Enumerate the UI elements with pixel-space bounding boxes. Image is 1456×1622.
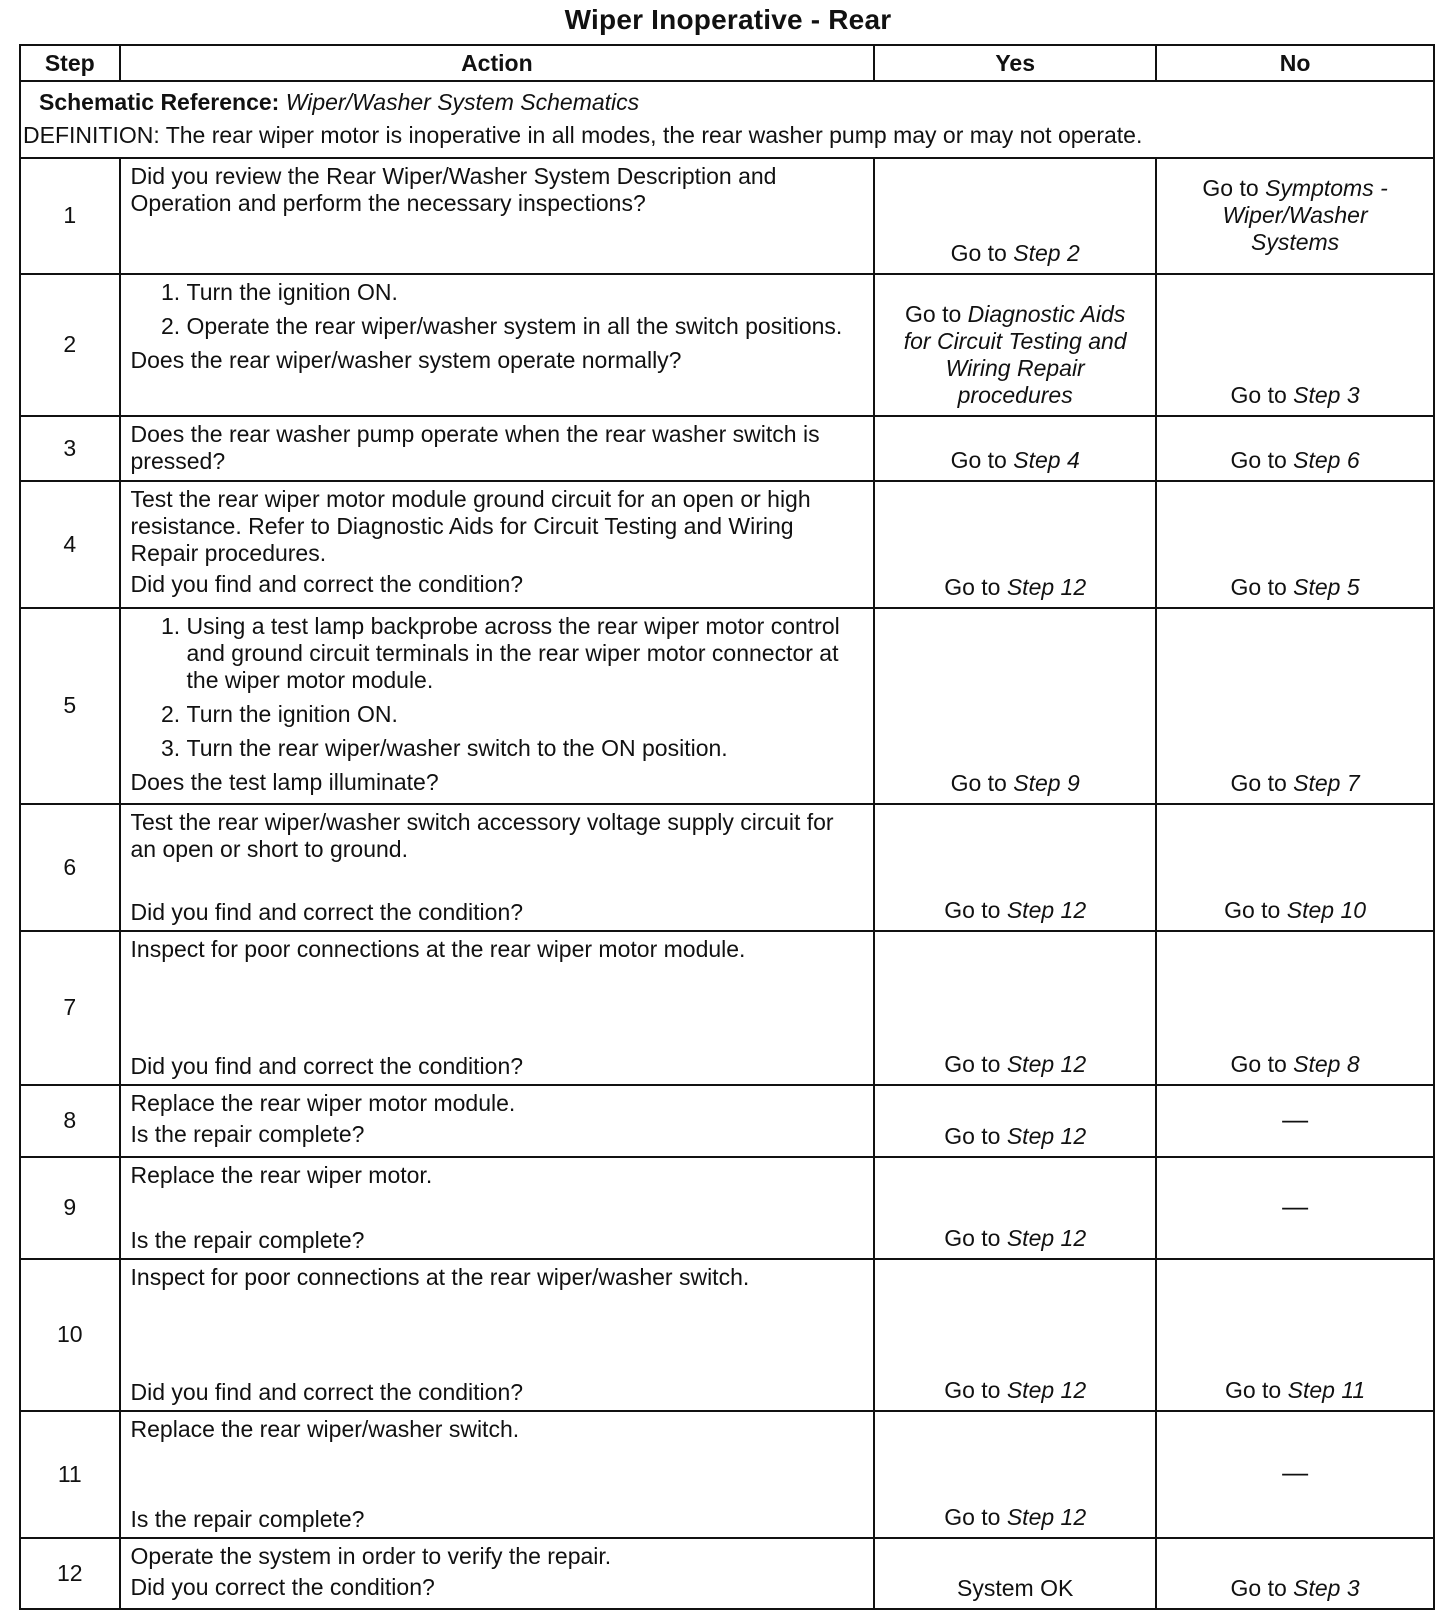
go-to-label: Go to	[950, 770, 1007, 797]
action-text: Operate the system in order to verify the repair.	[130, 1542, 612, 1569]
go-to-label: Go to	[905, 301, 962, 328]
go-to-label: Go to	[950, 239, 1007, 266]
no-link[interactable]: Step 6	[1293, 447, 1360, 474]
action-cell	[120, 481, 875, 607]
yes-link[interactable]: Step 12	[1006, 573, 1087, 600]
no-link[interactable]: Step 10	[1286, 896, 1367, 923]
yes-cell	[874, 1411, 1156, 1537]
go-to-label: Go to	[1230, 1051, 1287, 1078]
yes-cell	[874, 1538, 1156, 1609]
action-text: Does the rear washer pump operate when the rear washer switch is pressed?	[130, 421, 820, 475]
action-question: Did you find and correct the condition?	[130, 571, 524, 598]
no-cell	[1156, 274, 1434, 417]
action-cell	[120, 804, 875, 930]
action-text: Replace the rear wiper motor module.	[130, 1090, 516, 1117]
action-cell	[120, 1538, 875, 1609]
table-row	[20, 274, 1434, 417]
header-yes: Yes	[874, 45, 1156, 81]
action-text: Inspect for poor connections at the rear wiper motor module.	[130, 935, 746, 962]
action-cell	[120, 274, 875, 417]
go-to-label: Go to	[944, 1122, 1001, 1149]
go-to-label: Go to	[1224, 896, 1281, 923]
step-number: 12	[20, 1538, 120, 1609]
no-link[interactable]: Step 5	[1293, 573, 1360, 600]
action-step-item: 2. Turn the ignition ON.	[187, 701, 864, 728]
go-to-label: Go to	[944, 1051, 1001, 1078]
go-to-label: Go to	[1230, 447, 1287, 474]
step-number: 2	[20, 274, 120, 417]
action-question: Does the rear wiper/washer system operate normally?	[130, 346, 682, 373]
no-link[interactable]: Step 3	[1293, 1575, 1360, 1601]
step-number: 5	[20, 608, 120, 805]
no-link[interactable]: Symptoms - Wiper/Washer Systems	[1222, 175, 1388, 256]
action-question: Did you find and correct the condition?	[130, 898, 524, 925]
table-row	[20, 158, 1434, 273]
yes-cell	[874, 416, 1156, 481]
no-cell	[1156, 804, 1434, 930]
schematic-label: Schematic Reference:	[39, 89, 280, 115]
go-to-label: Go to	[1202, 175, 1259, 202]
yes-link[interactable]: Step 2	[1013, 239, 1080, 266]
page-title: Wiper Inoperative - Rear	[564, 4, 892, 35]
action-question: Did you correct the condition?	[130, 1573, 435, 1600]
go-to-label: Go to	[1230, 382, 1287, 409]
schematic-reference	[39, 86, 1415, 119]
action-question: Is the repair complete?	[130, 1505, 365, 1532]
header-no: No	[1156, 45, 1434, 81]
action-step-item: 1. Using a test lamp backprobe across the rear wiper motor control and ground circuit terminals in the rear wiper motor connector at the wiper motor module.	[187, 613, 864, 694]
table-row	[20, 1157, 1434, 1259]
action-cell	[120, 1085, 875, 1156]
table-row	[20, 1085, 1434, 1156]
go-to-label: Go to	[944, 573, 1001, 600]
step-number: 9	[20, 1157, 120, 1259]
no-dash: —	[1282, 1457, 1309, 1488]
no-link[interactable]: Step 11	[1287, 1377, 1366, 1404]
go-to-label: Go to	[1230, 770, 1287, 797]
go-to-label: Go to	[944, 1377, 1001, 1404]
no-dash: —	[1282, 1103, 1309, 1134]
table-row	[20, 608, 1434, 805]
no-cell	[1156, 416, 1434, 481]
no-cell	[1156, 158, 1434, 273]
yes-link[interactable]: Step 12	[1006, 1377, 1087, 1404]
table-row	[20, 1259, 1434, 1412]
action-cell	[120, 416, 875, 481]
no-cell	[1156, 1259, 1434, 1412]
table-row	[20, 804, 1434, 930]
yes-link[interactable]: Step 9	[1013, 770, 1080, 797]
action-cell	[120, 1411, 875, 1537]
go-to-label: Go to	[1224, 1377, 1282, 1404]
action-question: Is the repair complete?	[130, 1226, 365, 1253]
action-question: Did you find and correct the condition?	[130, 1053, 524, 1080]
schematic-link[interactable]: Wiper/Washer System Schematics	[285, 89, 640, 115]
no-cell	[1156, 481, 1434, 607]
no-cell	[1156, 931, 1434, 1086]
step-number: 10	[20, 1259, 120, 1412]
no-link[interactable]: Step 8	[1293, 1051, 1360, 1078]
action-text: Test the rear wiper motor module ground circuit for an open or high resistance. Refer to Diagnostic Aids for Circuit Testing and Wiring Repair procedures.	[130, 486, 811, 567]
go-to-label: Go to	[1230, 573, 1287, 600]
action-step-item: 3. Turn the rear wiper/washer switch to the ON position.	[187, 735, 864, 762]
action-steps	[131, 613, 864, 762]
action-question: Does the test lamp illuminate?	[130, 768, 439, 795]
header-row	[20, 45, 1434, 81]
go-to-label: Go to	[944, 1224, 1001, 1251]
yes-cell	[874, 931, 1156, 1086]
diagnostic-table	[19, 44, 1435, 1610]
action-text: Replace the rear wiper/washer switch.	[130, 1416, 520, 1443]
step-number: 4	[20, 481, 120, 607]
table-row	[20, 931, 1434, 1086]
yes-cell	[874, 1157, 1156, 1259]
yes-result: System OK	[957, 1575, 1074, 1601]
action-question: Is the repair complete?	[130, 1121, 365, 1148]
step-number: 8	[20, 1085, 120, 1156]
step-number: 7	[20, 931, 120, 1086]
no-cell	[1156, 1085, 1434, 1156]
table-row	[20, 1538, 1434, 1609]
no-link[interactable]: Step 7	[1293, 770, 1360, 797]
no-cell	[1156, 1538, 1434, 1609]
go-to-label: Go to	[1230, 1575, 1287, 1601]
yes-link[interactable]: Step 12	[1006, 896, 1087, 923]
go-to-label: Go to	[950, 447, 1007, 474]
action-cell	[120, 608, 875, 805]
no-cell	[1156, 608, 1434, 805]
yes-link[interactable]: Step 12	[1006, 1224, 1087, 1251]
yes-cell	[874, 1259, 1156, 1412]
table-row	[20, 481, 1434, 607]
action-text: Did you review the Rear Wiper/Washer System Description and Operation and perform the necessary inspections?	[130, 163, 777, 217]
reference-cell	[20, 81, 1434, 158]
step-number: 1	[20, 158, 120, 273]
yes-link[interactable]: Step 12	[1006, 1503, 1087, 1530]
action-text: Inspect for poor connections at the rear wiper/washer switch.	[130, 1263, 750, 1290]
go-to-label: Go to	[944, 1503, 1001, 1530]
yes-cell	[874, 1085, 1156, 1156]
action-text: Test the rear wiper/washer switch accessory voltage supply circuit for an open or short to ground.	[130, 809, 834, 863]
yes-cell	[874, 608, 1156, 805]
yes-link[interactable]: Diagnostic Aids for Circuit Testing and Wiring Repair procedures	[903, 301, 1127, 409]
no-link[interactable]: Step 3	[1293, 382, 1360, 409]
table-row	[20, 1411, 1434, 1537]
reference-row	[20, 81, 1434, 158]
yes-link[interactable]: Step 4	[1013, 447, 1080, 474]
action-cell	[120, 1157, 875, 1259]
action-text: Replace the rear wiper motor.	[130, 1161, 433, 1188]
no-cell	[1156, 1157, 1434, 1259]
yes-cell	[874, 274, 1156, 417]
step-number: 3	[20, 416, 120, 481]
action-cell	[120, 1259, 875, 1412]
yes-cell	[874, 481, 1156, 607]
yes-cell	[874, 158, 1156, 273]
action-steps	[131, 279, 864, 340]
action-cell	[120, 158, 875, 273]
header-step: Step	[20, 45, 120, 81]
definition-text: DEFINITION: The rear wiper motor is inoperative in all modes, the rear washer pump may or may not operate.	[23, 122, 1143, 148]
header-action: Action	[120, 45, 875, 81]
yes-link[interactable]: Step 12	[1006, 1122, 1087, 1149]
action-cell	[120, 931, 875, 1086]
action-question: Did you find and correct the condition?	[130, 1379, 524, 1406]
action-step-item: 2. Operate the rear wiper/washer system in all the switch positions.	[187, 313, 864, 340]
go-to-label: Go to	[944, 896, 1001, 923]
yes-cell	[874, 804, 1156, 930]
no-dash: —	[1282, 1190, 1309, 1221]
action-step-item: 1. Turn the ignition ON.	[187, 279, 864, 306]
yes-link[interactable]: Step 12	[1006, 1051, 1087, 1078]
step-number: 6	[20, 804, 120, 930]
table-row	[20, 416, 1434, 481]
no-cell	[1156, 1411, 1434, 1537]
step-number: 11	[20, 1411, 120, 1537]
